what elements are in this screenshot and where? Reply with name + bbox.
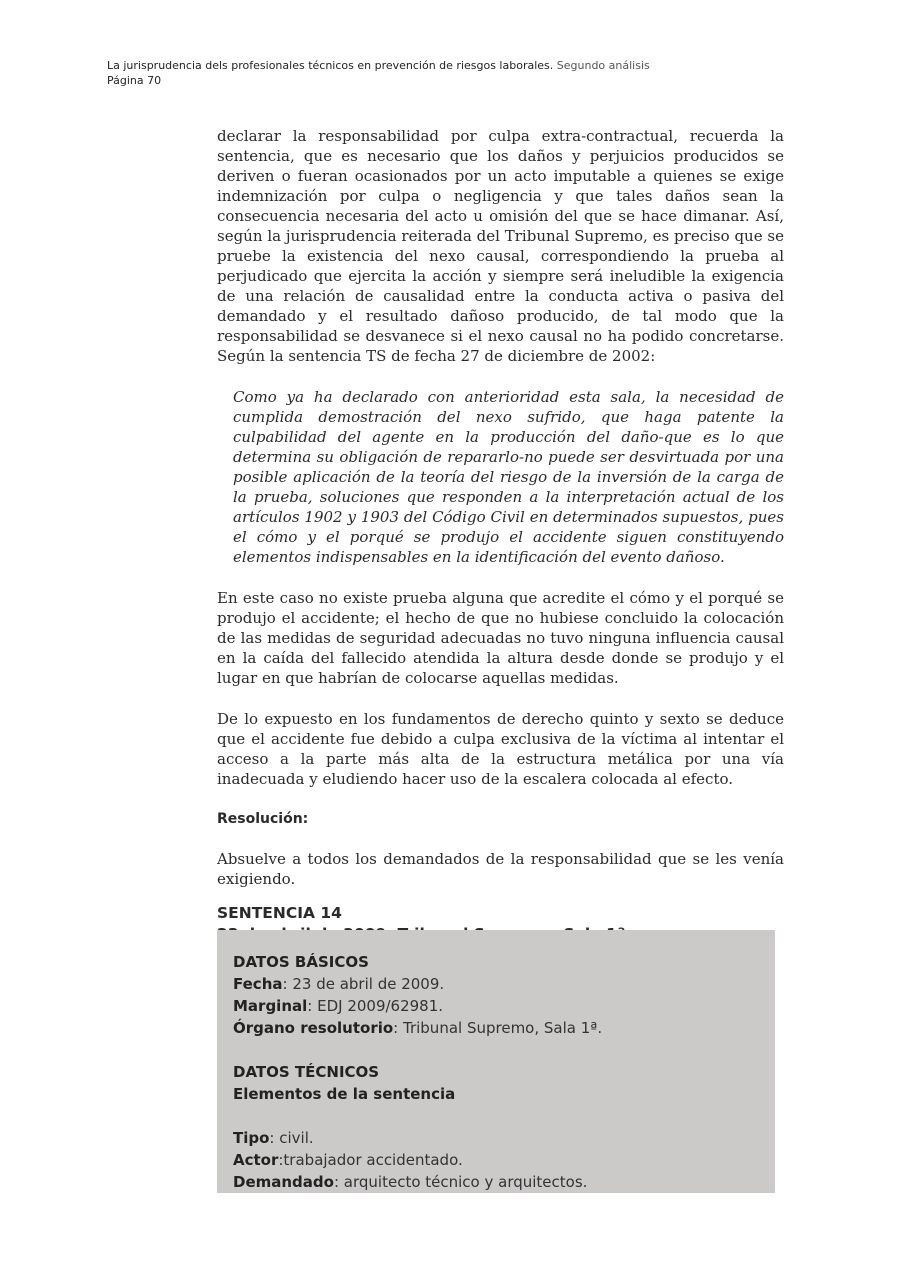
organo-label: Órgano resolutorio xyxy=(233,1019,394,1037)
paragraph-3: En este caso no existe prueba alguna que acredite el cómo y el porqué se produjo el accidente; el hecho de que no hubiese concluido la colocación de las medidas de seguridad adecuadas no tuvo ninguna influencia causal en la caída del fallecido atendida la altura desde donde se produjo y el lugar en que habrían de colocarse aquellas medidas. xyxy=(217,589,784,687)
header-title-series: Segundo análisis xyxy=(553,59,650,72)
demandado-row xyxy=(233,1171,759,1193)
paragraph-1: declarar la responsabilidad por culpa extra-contractual, recuerda la sentencia, que es necesario que los daños y perjuicios producidos se deriven o fueran ocasionados por un acto imputable a quienes se exige indemnización por culpa o negligencia y que tales daños sean la consecuencia necesaria del acto u omisión del que se hace dimanar. Así, según la jurisprudencia reiterada del Tribunal Supremo, es preciso que se pruebe la existencia del nexo causal, correspondiendo la prueba al perjudicado que ejercita la acción y siempre será ineludible la exigencia de una relación de causalidad entre la conducta activa o pasiva del demandado y el resultado dañoso producido, de tal modo que la responsabilidad se desvanece si el nexo causal no ha podido concretarse. Según la sentencia TS de fecha 27 de diciembre de 2002: xyxy=(217,127,784,365)
paragraph-4: De lo expuesto en los fundamentos de derecho quinto y sexto se deduce que el accidente fue debido a culpa exclusiva de la víctima al intentar el acceso a la parte más alta de la estructura metálica por una vía inadecuada y eludiendo hacer uso de la escalera colocada al efecto. xyxy=(217,710,784,788)
spacer xyxy=(233,1039,759,1061)
fecha-label: Fecha xyxy=(233,975,283,993)
basic-data-heading: DATOS BÁSICOS xyxy=(233,953,369,971)
marginal-label: Marginal xyxy=(233,997,308,1015)
marginal-value: : EDJ 2009/62981. xyxy=(307,997,444,1015)
running-header xyxy=(107,58,650,88)
actor-label: Actor xyxy=(233,1151,279,1169)
header-title xyxy=(107,58,650,73)
paragraph-5: Absuelve a todos los demandados de la responsabilidad que se les venía exigiendo. xyxy=(217,850,784,888)
tipo-value: : civil. xyxy=(269,1129,314,1147)
sentencia-number: SENTENCIA 14 xyxy=(217,904,342,922)
technical-data-heading: DATOS TÉCNICOS xyxy=(233,1063,380,1081)
actor-value: :trabajador accidentado. xyxy=(278,1151,463,1169)
spacer xyxy=(233,1105,759,1127)
fecha-row xyxy=(233,973,759,995)
document-body xyxy=(217,126,784,945)
quoted-sentence: Como ya ha declarado con anterioridad esta sala, la necesidad de cumplida demostración del nexo sufrido, que haga patente la culpabilidad del agente en la producción del daño-que es lo que determina su obligación de repararlo-no puede ser desvirtuada por una posible aplicación de la teoría del riesgo de la inversión de la carga de la prueba, soluciones que responden a la interpretación actual de los artículos 1902 y 1903 del Código Civil en determinados supuestos, pues el cómo y el porqué se produjo el accidente siguen constituyendo elementos indispensables en la identificación del evento dañoso. xyxy=(233,388,784,566)
demandado-value: : arquitecto técnico y arquitectos. xyxy=(333,1173,588,1191)
demandado-label: Demandado xyxy=(233,1173,334,1191)
organo-row xyxy=(233,1017,759,1039)
marginal-row xyxy=(233,995,759,1017)
organo-value: : Tribunal Supremo, Sala 1ª. xyxy=(393,1019,603,1037)
tipo-row xyxy=(233,1127,759,1149)
header-title-main: La jurisprudencia dels profesionales técnicos en prevención de riesgos laborales. xyxy=(107,59,554,72)
fecha-value: : 23 de abril de 2009. xyxy=(282,975,445,993)
tipo-label: Tipo xyxy=(233,1129,270,1147)
page-number: Página 70 xyxy=(107,74,162,87)
actor-row xyxy=(233,1149,759,1171)
resolucion-label: Resolución: xyxy=(217,811,309,827)
elements-heading: Elementos de la sentencia xyxy=(233,1085,456,1103)
case-data-box xyxy=(217,930,775,1193)
